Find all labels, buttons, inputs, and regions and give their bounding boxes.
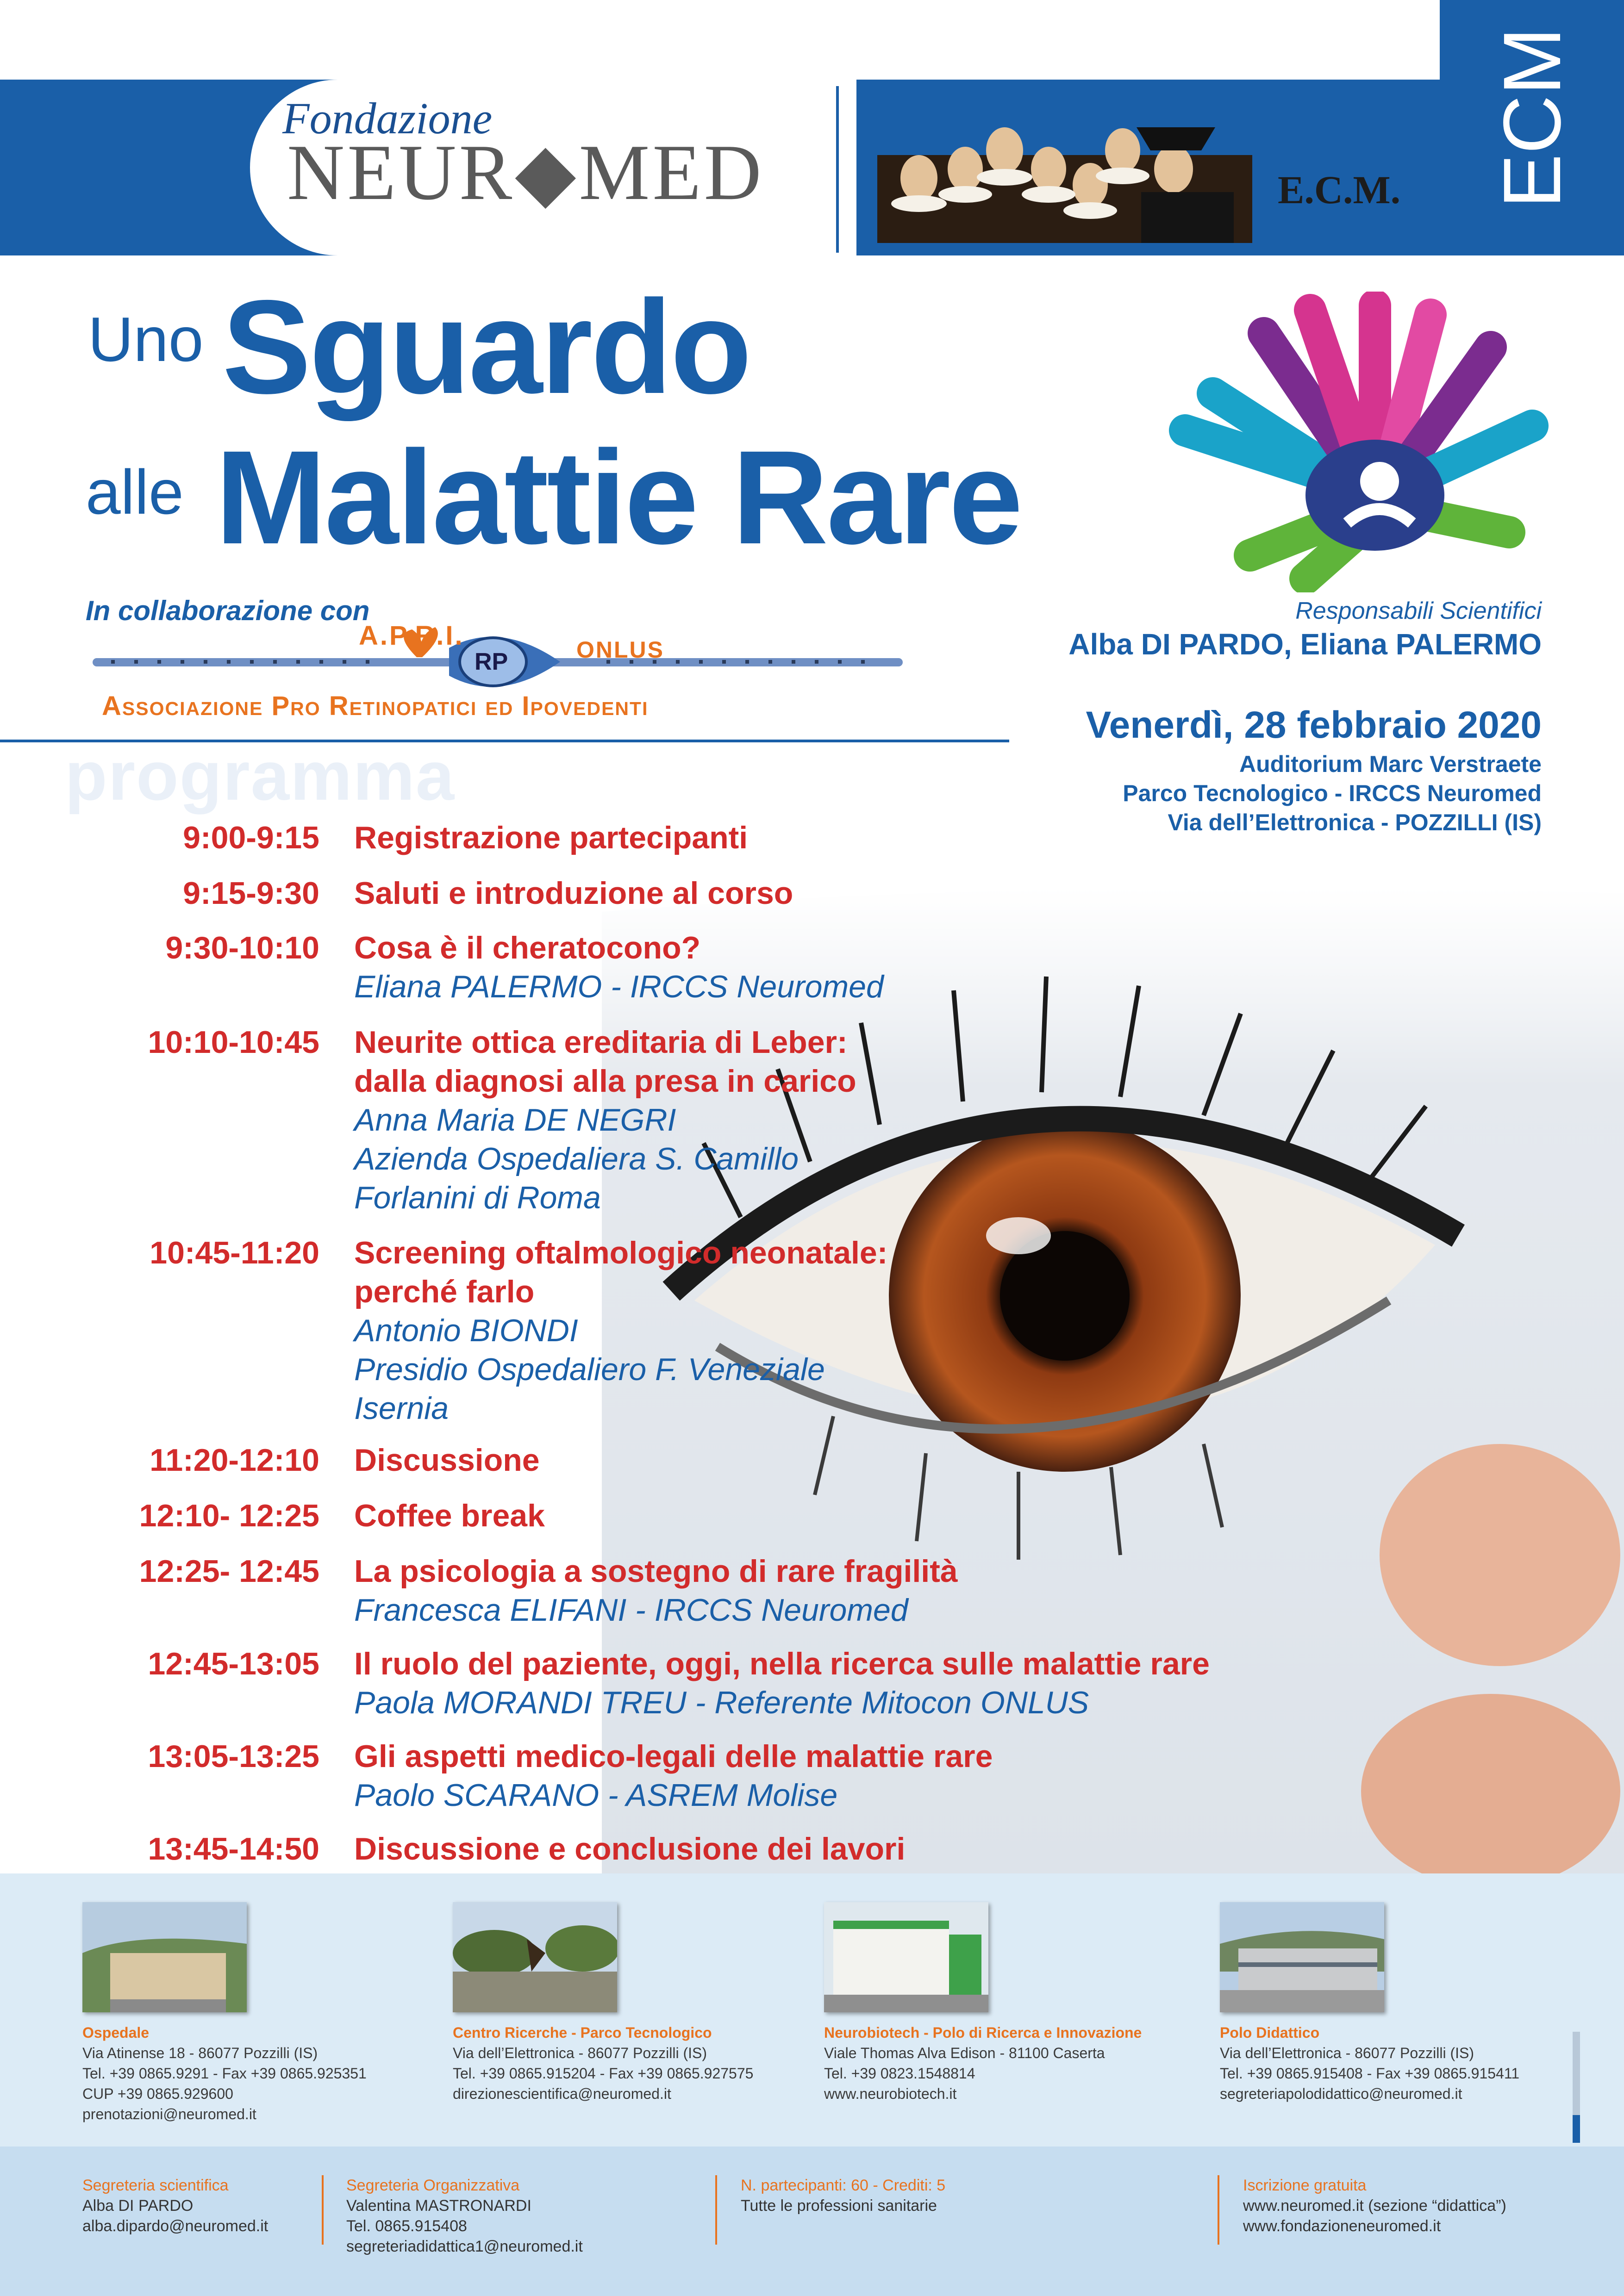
header-divider: [836, 86, 839, 253]
event-date: Venerdì, 28 febbraio 2020: [1086, 704, 1542, 746]
program-body: [354, 874, 1419, 913]
program-body: [354, 1644, 1419, 1722]
program-body: [354, 928, 1419, 1006]
ecm-vertical-label: ECM: [1487, 27, 1578, 208]
header-white-strip: [0, 255, 1624, 267]
program-body: [354, 1496, 1419, 1535]
location-line: Via Atinense 18 - 86077 Pozzilli (IS): [82, 2045, 318, 2061]
program-time: 12:45-13:05: [148, 1646, 319, 1681]
program-title: dalla diagnosi alla presa in carico: [354, 1064, 856, 1099]
program-time: 10:10-10:45: [148, 1025, 319, 1060]
program-title: Discussione: [354, 1443, 540, 1478]
program-time: 9:30-10:10: [165, 930, 319, 965]
program-title: Coffee break: [354, 1498, 545, 1533]
segreteria-organizzativa-title: Segreteria Organizzativa: [346, 2177, 520, 2194]
segreteria-scientifica-line: Alba DI PARDO: [82, 2197, 194, 2215]
resp-label: Responsabili Scientifici: [1295, 597, 1542, 624]
location-name: Neurobiotech - Polo di Ricerca e Innovazione: [824, 2024, 1142, 2041]
partecipanti-line: Tutte le professioni sanitarie: [741, 2197, 937, 2215]
location-line: Viale Thomas Alva Edison - 81100 Caserta: [824, 2045, 1105, 2061]
location-website[interactable]: www.neurobiotech.it: [824, 2085, 957, 2102]
location-centro-ricerche: [453, 2022, 805, 2104]
program-time: 9:15-9:30: [183, 876, 319, 911]
program-body: [354, 1441, 1419, 1480]
program-time: 11:20-12:10: [150, 1443, 319, 1478]
program-speaker: Paolo SCARANO - ASREM Molise: [354, 1778, 838, 1813]
program-title: perché farlo: [354, 1274, 535, 1309]
segreteria-scientifica-title: Segreteria scientifica: [82, 2177, 229, 2194]
location-email[interactable]: prenotazioni@neuromed.it: [82, 2106, 256, 2122]
fondazione-logo-text: Fondazione: [282, 93, 493, 143]
location-ospedale: [82, 2022, 434, 2124]
program-title: Discussione e conclusione dei lavori: [354, 1831, 906, 1867]
program-speaker: Presidio Ospedaliero F. Veneziale: [354, 1352, 825, 1387]
location-polo-didattico: [1220, 2022, 1572, 2104]
program-speaker: Isernia: [354, 1391, 449, 1426]
program-time: 10:45-11:20: [150, 1235, 319, 1270]
bottom-divider: [1218, 2175, 1219, 2245]
title-sguardo: Sguardo: [222, 273, 750, 422]
program-time: 13:05-13:25: [148, 1739, 319, 1774]
neuromed-logo-text: NEUR◆MED: [287, 129, 764, 217]
programma-watermark: programma: [65, 737, 456, 815]
program-time: 9:00-9:15: [183, 820, 319, 855]
program-body: [354, 818, 1419, 857]
program-title: Il ruolo del paziente, oggi, nella ricerca sulle malattie rare: [354, 1646, 1210, 1681]
location-email[interactable]: segreteriapolodidattico@neuromed.it: [1220, 2085, 1462, 2102]
partecipanti-info: [741, 2175, 945, 2216]
segreteria-organizzativa-line: Tel. 0865.915408: [346, 2217, 467, 2235]
location-email[interactable]: direzionescientifica@neuromed.it: [453, 2085, 671, 2102]
program-speaker: Azienda Ospedaliera S. Camillo: [354, 1141, 799, 1176]
program-speaker: Eliana PALERMO - IRCCS Neuromed: [354, 969, 884, 1004]
segreteria-organizzativa-email[interactable]: segreteriadidattica1@neuromed.it: [346, 2238, 583, 2255]
resp-names: Alba DI PARDO, Eliana PALERMO: [1068, 628, 1542, 661]
segreteria-scientifica: [82, 2175, 268, 2236]
program-title: Registrazione partecipanti: [354, 820, 748, 855]
segreteria-scientifica-email[interactable]: alba.dipardo@neuromed.it: [82, 2217, 269, 2235]
program-body: [354, 1233, 1419, 1428]
apri-association: Associazione Pro Retinopatici ed Ipovedenti: [102, 691, 649, 721]
location-neurobiotech: [824, 2022, 1176, 2104]
iscrizione-link[interactable]: www.neuromed.it (sezione “didattica”): [1243, 2197, 1506, 2215]
program-title: Neurite ottica ereditaria di Leber:: [354, 1025, 848, 1060]
title-malattie-rare: Malattie Rare: [215, 423, 1021, 572]
bottom-divider: [715, 2175, 717, 2245]
program-time: 12:10- 12:25: [139, 1498, 319, 1533]
colorful-hands-logo: [1157, 292, 1555, 592]
location-line: Via dell’Elettronica - 86077 Pozzilli (IS): [1220, 2045, 1474, 2061]
program-time: 13:45-14:50: [148, 1831, 319, 1867]
polo-didattico-photo: [1220, 1902, 1384, 2012]
program-time: 12:25- 12:45: [139, 1554, 319, 1589]
apri-name: A.P.R.I.: [359, 621, 464, 651]
centro-ricerche-photo: [453, 1902, 617, 2012]
program-speaker: Francesca ELIFANI - IRCCS Neuromed: [354, 1593, 908, 1628]
ecm-label: E.C.M.: [1278, 168, 1401, 212]
program-body: [354, 1829, 1419, 1868]
apri-onlus: ONLUS: [576, 637, 664, 663]
location-name: Polo Didattico: [1220, 2024, 1320, 2041]
location-name: Ospedale: [82, 2024, 150, 2041]
program-body: [354, 1552, 1419, 1630]
apri-rp: RP: [475, 648, 508, 675]
program-speaker: Paola MORANDI TREU - Referente Mitocon ONLUS: [354, 1685, 1089, 1720]
venue-line: Auditorium Marc Verstraete: [1239, 751, 1542, 777]
anatomy-lesson-painting: [877, 100, 1252, 243]
program-title: Cosa è il cheratocono?: [354, 930, 701, 965]
program-title: Saluti e introduzione al corso: [354, 876, 793, 911]
location-name: Centro Ricerche - Parco Tecnologico: [453, 2024, 712, 2041]
location-line: Tel. +39 0865.915204 - Fax +39 0865.927575: [453, 2065, 754, 2082]
venue-line: Parco Tecnologico - IRCCS Neuromed: [1123, 780, 1542, 806]
location-line: Tel. +39 0865.915408 - Fax +39 0865.915411: [1220, 2065, 1520, 2082]
title-alle: alle: [86, 457, 184, 527]
collaboration-label: In collaborazione con: [86, 595, 370, 626]
partecipanti-title: N. partecipanti: 60 - Crediti: 5: [741, 2177, 946, 2194]
iscrizione-link[interactable]: www.fondazioneneuromed.it: [1243, 2217, 1441, 2235]
program-title: Gli aspetti medico-legali delle malattie rare: [354, 1739, 993, 1774]
program-body: [354, 1737, 1419, 1815]
title-uno: Uno: [88, 304, 204, 374]
location-line: CUP +39 0865.929600: [82, 2085, 233, 2102]
program-speaker: Forlanini di Roma: [354, 1180, 601, 1215]
segreteria-organizzativa-line: Valentina MASTRONARDI: [346, 2197, 531, 2215]
multimed-mini-logo: [1567, 2032, 1586, 2143]
location-line: Tel. +39 0865.9291 - Fax +39 0865.925351: [82, 2065, 367, 2082]
program-title: Screening oftalmologico neonatale:: [354, 1235, 888, 1270]
iscrizione-title: Iscrizione gratuita: [1243, 2177, 1367, 2194]
neurobiotech-photo: [824, 1902, 988, 2012]
iscrizione-info: [1243, 2175, 1506, 2236]
venue-line: Via dell’Elettronica - POZZILLI (IS): [1168, 809, 1542, 835]
bottom-divider: [322, 2175, 324, 2245]
segreteria-organizzativa: [346, 2175, 583, 2257]
location-line: Tel. +39 0823.1548814: [824, 2065, 975, 2082]
program-body: [354, 1023, 1419, 1217]
location-line: Via dell’Elettronica - 86077 Pozzilli (IS): [453, 2045, 707, 2061]
program-title: La psicologia a sostegno di rare fragilità: [354, 1554, 958, 1589]
program-speaker: Antonio BIONDI: [354, 1313, 578, 1348]
ospedale-photo: [82, 1902, 247, 2012]
program-speaker: Anna Maria DE NEGRI: [354, 1102, 676, 1138]
